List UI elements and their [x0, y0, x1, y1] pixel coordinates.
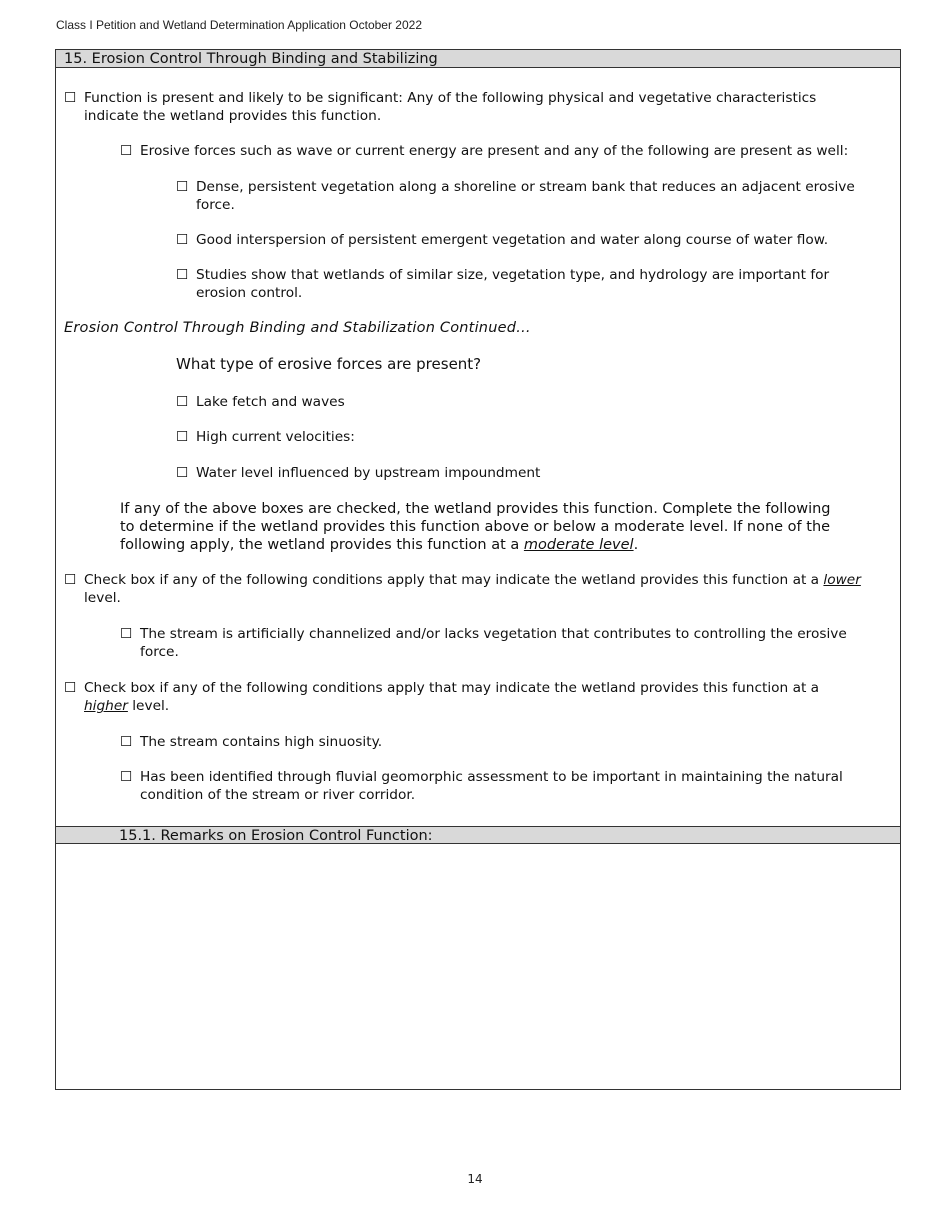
fluvial-label: Has been identified through fluvial geomorphic assessment to be important in maintaining the natural condition of the stream or river corridor.: [140, 769, 843, 803]
higher-prefix: Check box if any of the following conditions apply that may indicate the wetland provides this function at a: [84, 680, 820, 696]
lower-prefix: Check box if any of the following conditions apply that may indicate the wetland provides this function at a: [84, 572, 824, 588]
channelized-item: [120, 625, 860, 661]
higher-emphasis: higher: [84, 698, 128, 714]
sinuosity-label: The stream contains high sinuosity.: [140, 734, 383, 750]
instruction-text: If any of the above boxes are checked, the wetland provides this function. Complete the following to determine if the wetland provides this function above or below a moderate level. If none of the following apply, the wetland provides this function at a: [120, 501, 831, 553]
erosive-forces-item: [120, 142, 860, 160]
dense-vegetation-item: [176, 178, 856, 214]
sinuosity-item: [120, 733, 860, 751]
checkbox-high-current[interactable]: ☐: [176, 429, 189, 445]
checkbox-studies-show[interactable]: ☐: [176, 267, 189, 283]
force-current-item: [176, 428, 856, 446]
erosion-control-form: [55, 49, 901, 1090]
document-header: Class I Petition and Wetland Determination Application October 2022: [56, 18, 422, 32]
continued-title: Erosion Control Through Binding and Stabilization Continued…: [64, 320, 531, 336]
checkbox-function-present[interactable]: ☐: [64, 90, 77, 106]
instruction-paragraph: [120, 500, 840, 554]
higher-level-item: [64, 679, 864, 715]
checkbox-fluvial[interactable]: ☐: [120, 769, 133, 785]
higher-suffix: level.: [127, 698, 170, 714]
checkbox-lower-level[interactable]: ☐: [64, 572, 77, 588]
remarks-text-area[interactable]: [56, 845, 900, 1089]
lower-emphasis: lower: [823, 572, 861, 588]
checkbox-lake-fetch[interactable]: ☐: [176, 394, 189, 410]
moderate-level-emphasis: moderate level: [523, 537, 634, 553]
page-number: 14: [467, 1172, 483, 1186]
checkbox-erosive-forces[interactable]: ☐: [120, 143, 133, 159]
checkbox-good-interspersion[interactable]: ☐: [176, 232, 189, 248]
good-interspersion-label: Good interspersion of persistent emergent vegetation and water along course of water flow.: [196, 232, 829, 248]
dense-vegetation-label: Dense, persistent vegetation along a shoreline or stream bank that reduces an adjacent erosive force.: [196, 179, 855, 213]
remarks-title: 15.1. Remarks on Erosion Control Function:: [56, 826, 900, 844]
good-interspersion-item: [176, 231, 856, 249]
checkbox-higher-level[interactable]: ☐: [64, 680, 77, 696]
checkbox-sinuosity[interactable]: ☐: [120, 734, 133, 750]
channelized-label: The stream is artificially channelized and/or lacks vegetation that contributes to controlling the erosive force.: [140, 626, 847, 660]
function-present-item: [64, 89, 864, 125]
lower-suffix: level.: [84, 590, 121, 606]
instruction-end: .: [633, 537, 639, 553]
erosive-forces-question: What type of erosive forces are present?: [176, 355, 482, 373]
function-present-label: Function is present and likely to be significant: Any of the following physical and vegetative characteristics indicate the wetland provides this function.: [84, 90, 817, 124]
lower-level-item: [64, 571, 864, 607]
checkbox-dense-vegetation[interactable]: ☐: [176, 179, 189, 195]
checkbox-channelized[interactable]: ☐: [120, 626, 133, 642]
lake-fetch-label: Lake fetch and waves: [196, 394, 345, 410]
force-lake-item: [176, 393, 856, 411]
studies-show-item: [176, 266, 856, 302]
checkbox-water-level[interactable]: ☐: [176, 465, 189, 481]
studies-show-label: Studies show that wetlands of similar size, vegetation type, and hydrology are important for erosion control.: [196, 267, 830, 301]
erosive-forces-label: Erosive forces such as wave or current energy are present and any of the following are present as well:: [140, 143, 849, 159]
section-title: 15. Erosion Control Through Binding and Stabilizing: [56, 50, 900, 68]
force-water-level-item: [176, 464, 856, 482]
water-level-label: Water level influenced by upstream impoundment: [196, 465, 541, 481]
high-current-label: High current velocities:: [196, 429, 355, 445]
fluvial-item: [120, 768, 860, 804]
